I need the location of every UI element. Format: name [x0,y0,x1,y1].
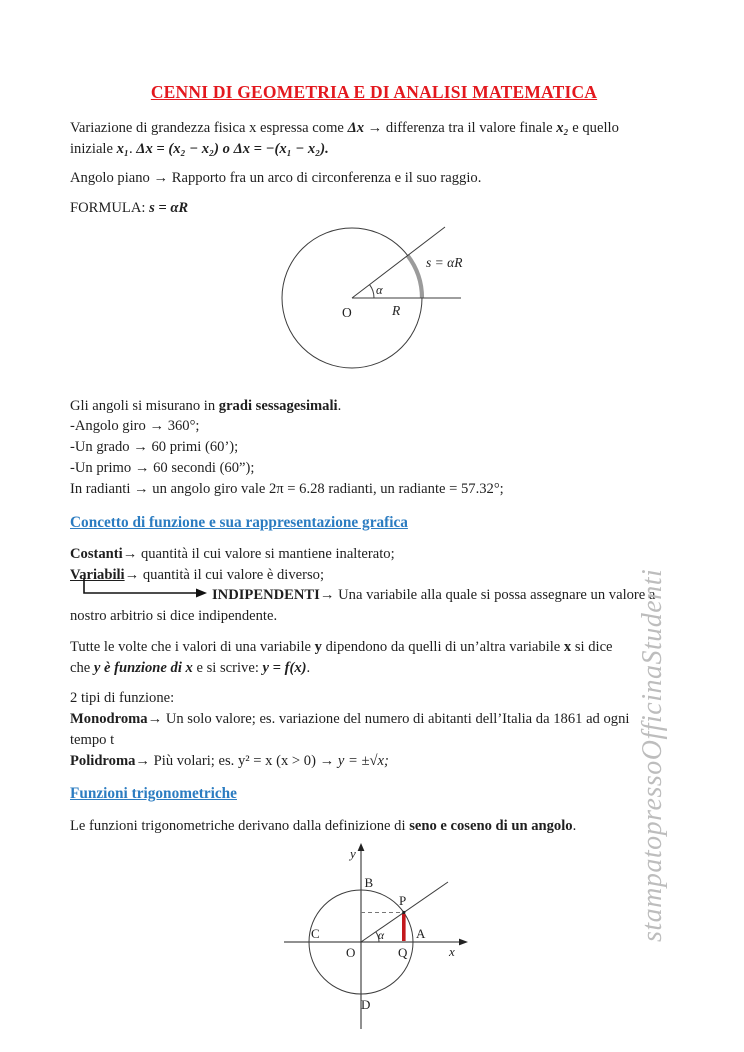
delta-formula: Δx = (x₂ − x₂) o Δx = −(x₁ − x₂). [136,140,329,157]
text-run: -Un grado [70,439,134,456]
arrow-icon: → [367,119,383,136]
arrow-icon: → [147,711,163,728]
text-run: . [306,659,311,676]
indipendenti-line [70,585,678,606]
x-axis-label: x [449,943,455,959]
text-run: In radianti [70,480,135,497]
text-run: Un solo valore; es. variazione del numero di abitanti dell’Italia da 1861 ad ogni [162,711,630,728]
sqrt-formula: y = ±√x; [334,752,389,769]
arrow-icon: → [319,587,335,604]
section-heading-funzione: Concetto di funzione e sua rappresentazione grafica [70,514,408,532]
arc-length-label: s = αR [426,254,463,270]
text-run: . [337,397,342,414]
text-run: Tutte le volte che i valori di una variabile [70,638,315,655]
point-q-label: Q [398,944,408,960]
text-run: un angolo giro vale 2π = 6.28 radianti, un radiante = 57.32°; [148,480,504,497]
angle-arc-figure [70,222,678,370]
alpha-label: α [376,282,383,297]
arrow-icon: → [135,752,150,769]
arrow-icon: → [124,566,140,583]
arc-s-segment [408,255,422,298]
x-axis-arrow-icon [459,938,468,945]
formula-paragraph [70,198,678,219]
polidroma-line [70,751,678,772]
text-run: Una variabile alla quale si possa assegnare un valore a [334,587,656,604]
tipi-intro-line: 2 tipi di funzione: [70,690,175,707]
y-axis-arrow-icon [358,843,365,851]
variabili-label: Variabili [70,566,125,583]
y-fx-formula: y = f(x) [262,659,307,676]
costanti-variabili-block [70,544,678,627]
text-run: dipendono da quelli di un’altra variabile [321,638,564,655]
section-heading-trigonometria: Funzioni trigonometriche [70,785,237,803]
costanti-line [70,544,678,565]
alpha-label: α [378,929,385,942]
page-content [70,80,678,1035]
text-run: . [572,817,577,834]
origin-label: O [346,944,356,960]
point-c-label: C [311,925,320,941]
text-run: e si scrive: [192,659,263,676]
indipendenti-label: INDIPENDENTI [212,587,320,604]
y-axis-label: y [350,845,356,861]
text-run: tempo t [70,731,115,748]
x-var: x [563,638,572,655]
polidroma-label: Polidroma [70,752,136,769]
dipendenza-paragraph [70,637,678,678]
text-run: 360°; [164,418,200,435]
tipi-funzione-block [70,688,678,771]
text-run: e quello [568,119,619,136]
text-run: Rapporto fra un arco di circonferenza e il suo raggio. [168,170,482,187]
text-run: differenza tra il valore finale [382,119,557,136]
gradi-item [70,437,678,458]
y-var: y [314,638,322,655]
radius-label: R [392,302,401,318]
text-run: 60 primi (60’); [147,439,239,456]
gradi-intro-line [70,396,678,417]
text-run: . [129,140,137,157]
origin-label: O [342,304,352,320]
text-run: Più volari; es. y² = x (x > 0) [150,752,320,769]
arc-formula: s = αR [149,200,189,216]
monodroma-label: Monodroma [70,711,148,728]
intro-paragraph [70,118,678,159]
trig-paragraph [70,816,678,837]
arrow-icon: → [149,418,165,435]
text-run: Angolo piano [70,170,154,187]
page-title: CENNI DI GEOMETRIA E DI ANALISI MATEMATICA [150,82,598,102]
text-run: si dice [571,638,613,655]
text-run: 60 secondi (60”); [149,459,255,476]
point-d-label: D [361,996,371,1012]
arrow-icon: → [133,439,148,456]
funzione-di-x-term: y è funzione di x [93,659,193,676]
gradi-item [70,479,678,500]
costanti-label: Costanti [70,546,123,563]
angolo-piano-paragraph [70,168,678,189]
text-run: quantità il cui valore è diverso; [139,566,324,583]
text-run: Gli angoli si misurano in [70,397,219,414]
text-run: iniziale [70,140,117,157]
unit-circle-diagram [278,839,478,1035]
angle-arc-diagram [280,222,480,370]
point-a-label: A [416,925,426,941]
delta-x-term: Δx [347,119,368,136]
unit-circle-figure [70,839,678,1035]
gradi-block [70,396,678,500]
point-p-label: P [399,892,407,908]
arrow-icon: → [153,170,169,187]
arrow-icon: → [122,546,138,563]
arrow-icon: → [134,480,149,497]
text-run: quantità il cui valore si mantiene inalterato; [137,546,395,563]
text-run: Le funzioni trigonometriche derivano dalla definizione di [70,817,410,834]
x2-term: x₂ [556,119,569,136]
arrow-icon: → [319,752,335,769]
arrow-connector-icon [78,578,212,602]
formula-label: FORMULA: [70,200,150,216]
indipendenti-continuation: nostro arbitrio si dice indipendente. [70,608,278,625]
seno-coseno-term: seno e coseno di un angolo [409,817,573,834]
text-run: -Angolo giro [70,418,150,435]
text-run: che [70,659,94,676]
text-run: -Un primo [70,459,135,476]
watermark-text: stampatopressoOfficinaStudenti [637,568,668,942]
point-b-label: B [364,874,374,890]
gradi-term: gradi sessagesimali [218,397,338,414]
point-p-dot [402,911,405,914]
text-run: Variazione di grandezza fisica x espressa come [70,119,348,136]
gradi-item [70,416,678,437]
x1-term: x₁ [116,140,129,157]
arrow-icon: → [134,459,150,476]
gradi-item [70,458,678,479]
monodroma-line [70,709,678,750]
alpha-angle-arc [370,284,375,297]
